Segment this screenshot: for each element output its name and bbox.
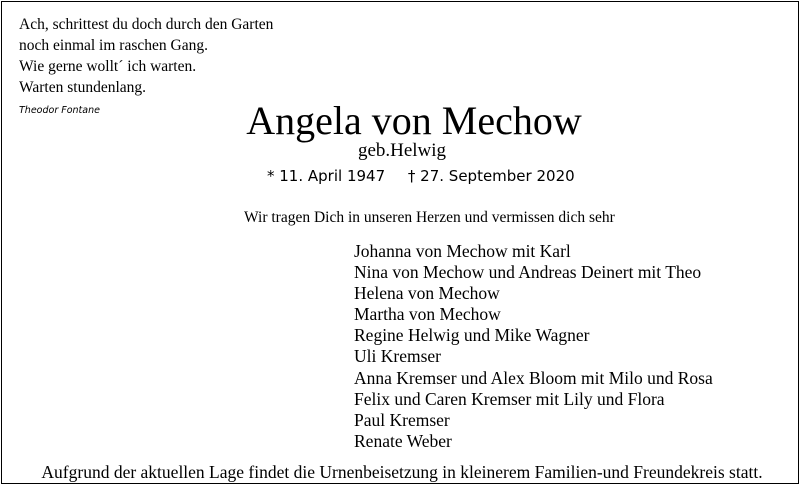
burial-notice: Aufgrund der aktuellen Lage findet die Urnenbeisetzung in kleinerem Familien-und Freundekreis statt. (41, 462, 763, 482)
mourner: Martha von Mechow (354, 304, 501, 325)
poem (19, 14, 273, 98)
poem-line: Warten stundenlang. (19, 79, 147, 96)
mourner: Nina von Mechow und Andreas Deinert mit Theo (354, 262, 702, 283)
mourner: Anna Kremser und Alex Bloom mit Milo und Rosa (354, 367, 713, 388)
mourner: Johanna von Mechow mit Karl (354, 241, 571, 261)
deceased-name: Angela von Mechow (246, 98, 582, 143)
mourner: Helena von Mechow (354, 283, 500, 304)
birth-date: * 11. April 1947 (267, 167, 386, 185)
poem-line: Ach, schrittest du doch durch den Garten (19, 16, 274, 33)
poem-line: Wie gerne wollt´ ich warten. (19, 58, 197, 75)
poem-line: noch einmal im raschen Gang. (19, 37, 208, 54)
mourner: Renate Weber (354, 430, 452, 451)
birth-name: geb.Helwig (357, 140, 447, 161)
obituary-frame (1, 1, 799, 484)
mourner: Uli Kremser (354, 346, 441, 367)
life-dates (267, 166, 575, 186)
mourner: Regine Helwig und Mike Wagner (354, 325, 590, 346)
mourner: Felix und Caren Kremser mit Lily und Flora (354, 388, 665, 409)
death-date: † 27. September 2020 (407, 167, 575, 185)
mourner: Paul Kremser (354, 409, 450, 430)
poem-author: Theodor Fontane (19, 105, 100, 116)
mourning-motto: Wir tragen Dich in unseren Herzen und vermissen dich sehr (244, 209, 615, 226)
mourners-list (354, 241, 713, 452)
